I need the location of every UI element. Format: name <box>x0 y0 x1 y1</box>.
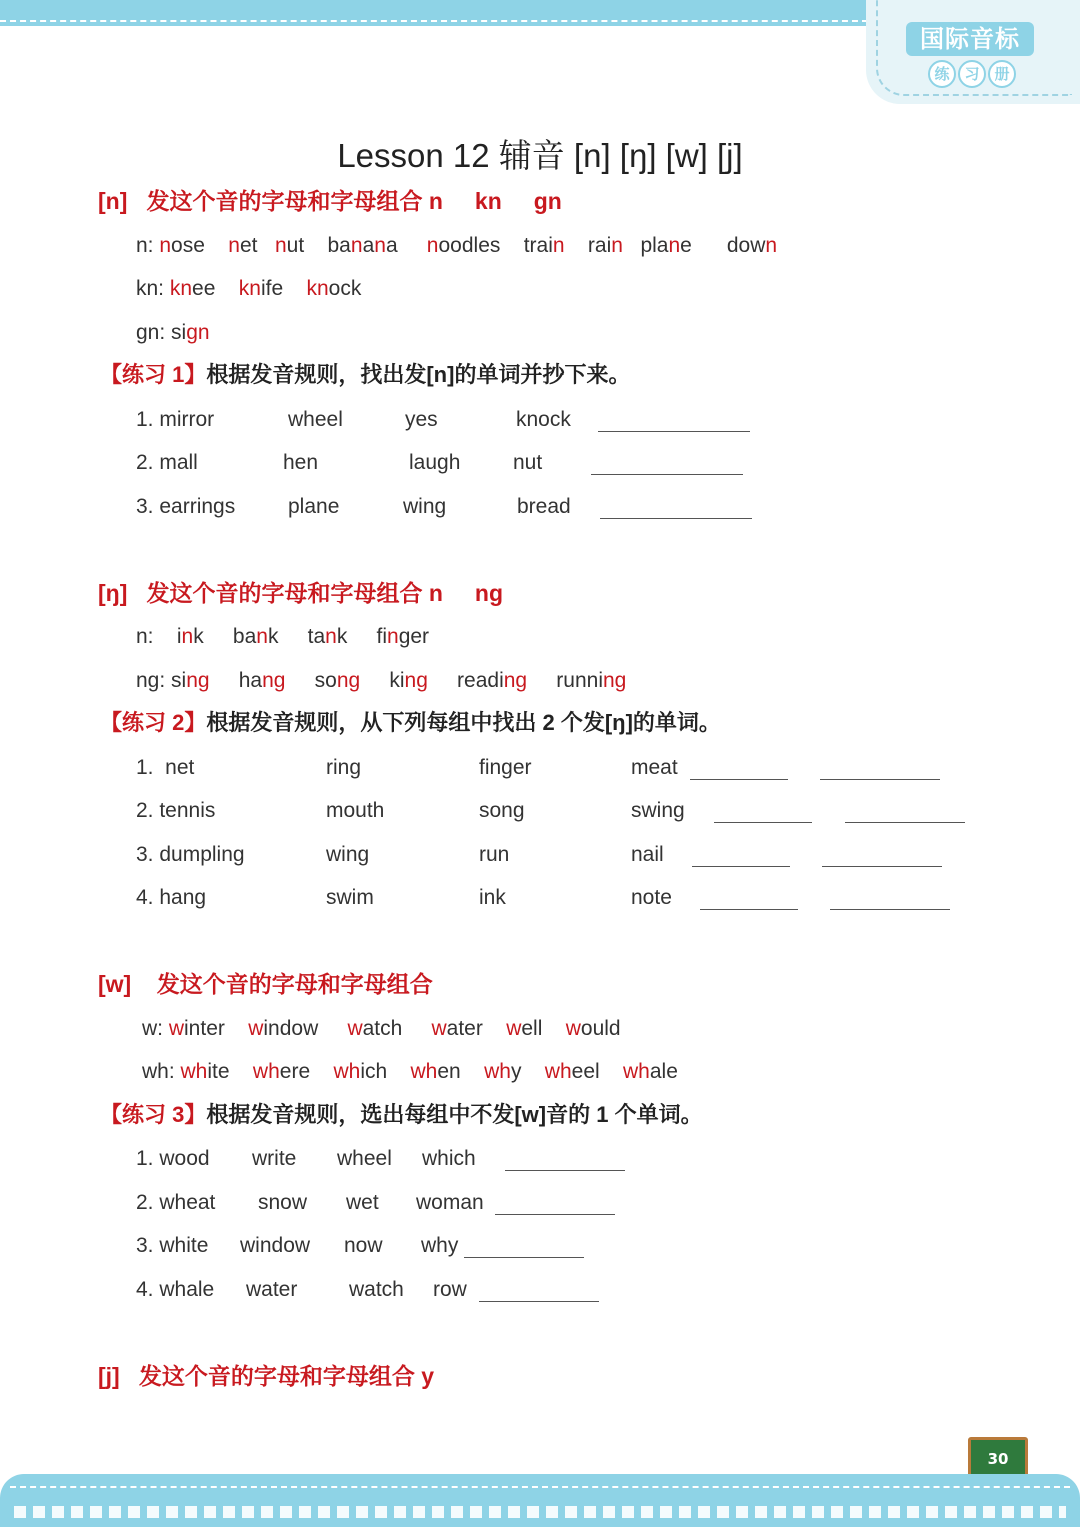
word-text: w: <box>142 1017 169 1040</box>
exercise-word: which <box>422 1147 476 1170</box>
word-text: a <box>385 234 427 257</box>
highlighted-letters: wh <box>623 1060 650 1083</box>
exercise-word: knock <box>516 408 571 431</box>
exercise-word: window <box>240 1234 311 1257</box>
answer-blank[interactable] <box>505 1170 625 1171</box>
highlighted-letters: n <box>228 234 240 257</box>
workbook-badge <box>866 0 1080 104</box>
highlighted-letters: n <box>552 234 565 257</box>
word-text: ng: si <box>136 669 187 692</box>
word-row-kn <box>136 274 361 304</box>
word-text: atch <box>362 1017 432 1040</box>
word-text: ha <box>209 669 263 692</box>
highlighted-letters: n <box>159 234 172 257</box>
word-text: ger <box>398 625 430 648</box>
word-text: et <box>239 234 275 257</box>
highlighted-letters: wh <box>410 1060 438 1083</box>
word-text: en <box>437 1060 485 1083</box>
highlighted-letters: wh <box>544 1060 572 1083</box>
word-text: ife <box>260 277 307 300</box>
highlighted-letters: wh <box>252 1060 280 1083</box>
word-text: e dow <box>680 234 766 257</box>
word-text: runni <box>527 669 603 692</box>
answer-blank[interactable] <box>692 866 790 867</box>
highlighted-letters: n <box>387 625 399 648</box>
exercise-word: ink <box>479 886 506 909</box>
word-text: so <box>285 669 337 692</box>
word-text: ite <box>207 1060 253 1083</box>
page-number-board: 30 <box>968 1437 1028 1481</box>
exercise-word: 2. mall <box>136 451 198 474</box>
answer-blank[interactable] <box>600 518 752 519</box>
answer-blank[interactable] <box>495 1214 615 1215</box>
highlighted-letters: kn <box>238 277 261 300</box>
exercise-word: nut <box>513 451 543 474</box>
exercise-word: 3. earrings <box>136 495 236 518</box>
exercise-word: now <box>344 1234 383 1257</box>
exercise-word: 1. wood <box>136 1147 210 1170</box>
word-text: n: <box>136 234 160 257</box>
section-heading-j: [j] 发这个音的字母和字母组合 y <box>98 1363 435 1389</box>
exercise-word: yes <box>405 408 438 431</box>
word-text: rai <box>564 234 612 257</box>
highlighted-letters: ng <box>186 669 210 692</box>
highlighted-letters: w <box>506 1017 522 1040</box>
highlighted-letters: w <box>248 1017 264 1040</box>
answer-blank[interactable] <box>820 779 940 780</box>
page-title: Lesson 12 辅音 [n] [ŋ] [w] [j] <box>337 137 743 174</box>
answer-blank[interactable] <box>479 1301 599 1302</box>
answer-blank[interactable] <box>690 779 788 780</box>
word-text: ock <box>328 277 362 300</box>
exercise-word: 4. whale <box>136 1278 215 1301</box>
badge-char: 习 <box>958 60 986 88</box>
highlighted-letters: n <box>181 625 194 648</box>
highlighted-letters: n <box>325 625 337 648</box>
exercise-2-title: 【练习 2】根据发音规则，从下列每组中找出 2 个发[ŋ]的单词。 <box>100 710 721 735</box>
word-row-ng-n <box>136 622 429 652</box>
exercise-word: wing <box>403 495 447 518</box>
highlighted-letters: ng <box>336 669 361 692</box>
highlighted-letters: w <box>168 1017 185 1040</box>
word-text: ould <box>580 1017 621 1040</box>
highlighted-letters: wh <box>180 1060 208 1083</box>
word-text: kn: <box>136 277 170 300</box>
word-text: y <box>510 1060 545 1083</box>
section-heading-n: [n] 发这个音的字母和字母组合 n kn gn <box>98 188 562 214</box>
exercise-word: 4. hang <box>136 886 207 909</box>
exercise-word: finger <box>479 756 532 779</box>
highlighted-letters: kn <box>306 277 329 300</box>
word-text: gn: si <box>136 321 187 344</box>
highlighted-letters: wh <box>484 1060 511 1083</box>
badge-char: 练 <box>928 60 956 88</box>
highlighted-letters: n <box>350 234 363 257</box>
exercise-word: 1. mirror <box>136 408 215 431</box>
badge-char: 册 <box>988 60 1016 88</box>
highlighted-letters: ng <box>602 669 627 692</box>
word-row-gn <box>136 318 210 348</box>
exercise-word: swing <box>631 799 685 822</box>
word-text: indow <box>263 1017 348 1040</box>
word-text: wh: <box>142 1060 181 1083</box>
badge-subtitle <box>928 60 1016 88</box>
exercise-word: run <box>479 843 510 866</box>
word-text: oodles trai <box>438 234 553 257</box>
exercise-word: nail <box>631 843 664 866</box>
word-text: readi <box>427 669 504 692</box>
word-text: ut ba <box>286 234 351 257</box>
word-text: ki <box>360 669 405 692</box>
exercise-1-title: 【练习 1】根据发音规则，找出发[n]的单词并抄下来。 <box>100 362 631 387</box>
exercise-word: swim <box>326 886 374 909</box>
exercise-word: laugh <box>409 451 461 474</box>
exercise-word: bread <box>517 495 571 518</box>
decorative-squares <box>14 1506 1066 1518</box>
exercise-word: 3. white <box>136 1234 209 1257</box>
exercise-word: write <box>252 1147 297 1170</box>
word-text: k ba <box>193 625 257 648</box>
exercise-word: wheel <box>288 408 343 431</box>
answer-blank[interactable] <box>822 866 942 867</box>
highlighted-letters: ng <box>262 669 286 692</box>
bottom-decorative-band <box>0 1474 1080 1527</box>
exercise-word: row <box>433 1278 467 1301</box>
exercise-word: wheel <box>337 1147 392 1170</box>
word-text: eel <box>571 1060 624 1083</box>
badge-title: 国际音标 <box>906 22 1034 56</box>
word-text: ater <box>446 1017 507 1040</box>
exercise-word: 2. wheat <box>136 1191 216 1214</box>
word-text: ere <box>279 1060 334 1083</box>
answer-blank[interactable] <box>598 431 750 432</box>
exercise-word: wet <box>346 1191 379 1214</box>
word-text: a <box>362 234 375 257</box>
section-heading-ng: [ŋ] 发这个音的字母和字母组合 n ng <box>98 580 504 606</box>
highlighted-letters: n <box>374 234 386 257</box>
highlighted-letters: w <box>565 1017 581 1040</box>
highlighted-letters: w <box>431 1017 447 1040</box>
highlighted-letters: ng <box>503 669 528 692</box>
word-text: ale <box>649 1060 678 1083</box>
exercise-word: meat <box>631 756 678 779</box>
answer-blank[interactable] <box>464 1257 584 1258</box>
exercise-word: watch <box>349 1278 404 1301</box>
exercise-word: wing <box>326 843 370 866</box>
section-heading-w: [w] 发这个音的字母和字母组合 <box>98 971 433 997</box>
exercise-word: hen <box>283 451 319 474</box>
word-row-n <box>136 231 777 261</box>
word-text: inter <box>184 1017 249 1040</box>
answer-blank[interactable] <box>830 909 950 910</box>
highlighted-letters: ng <box>404 669 428 692</box>
exercise-word: 1. net <box>136 756 195 779</box>
answer-blank[interactable] <box>714 822 812 823</box>
answer-blank[interactable] <box>700 909 798 910</box>
highlighted-letters: n <box>426 234 439 257</box>
exercise-word: plane <box>288 495 340 518</box>
word-row-wh <box>142 1057 678 1087</box>
highlighted-letters: wh <box>333 1060 361 1083</box>
highlighted-letters: w <box>347 1017 363 1040</box>
exercise-word: 2. tennis <box>136 799 216 822</box>
highlighted-letters: n <box>765 234 778 257</box>
exercise-word: note <box>631 886 672 909</box>
word-text: pla <box>622 234 669 257</box>
exercise-word: water <box>246 1278 298 1301</box>
highlighted-letters: kn <box>169 277 193 300</box>
highlighted-letters: n <box>256 625 268 648</box>
word-text: ell <box>521 1017 566 1040</box>
word-text: ose <box>171 234 229 257</box>
exercise-word: song <box>479 799 525 822</box>
word-text: ich <box>360 1060 411 1083</box>
word-text: k fi <box>336 625 387 648</box>
exercise-word: 3. dumpling <box>136 843 245 866</box>
answer-blank[interactable] <box>845 822 965 823</box>
word-text: k ta <box>267 625 326 648</box>
word-row-w <box>142 1014 621 1044</box>
word-text: ee <box>192 277 239 300</box>
exercise-word: woman <box>416 1191 484 1214</box>
top-decorative-band <box>0 0 868 26</box>
exercise-word: ring <box>326 756 362 779</box>
highlighted-letters: n <box>668 234 681 257</box>
highlighted-letters: n <box>611 234 623 257</box>
word-text: n: i <box>136 625 182 648</box>
highlighted-letters: gn <box>186 321 210 344</box>
exercise-word: snow <box>258 1191 308 1214</box>
highlighted-letters: n <box>274 234 287 257</box>
answer-blank[interactable] <box>591 474 743 475</box>
exercise-3-title: 【练习 3】根据发音规则，选出每组中不发[w]音的 1 个单词。 <box>100 1102 703 1127</box>
exercise-word: mouth <box>326 799 385 822</box>
exercise-word: why <box>421 1234 459 1257</box>
word-row-ng <box>136 666 626 696</box>
